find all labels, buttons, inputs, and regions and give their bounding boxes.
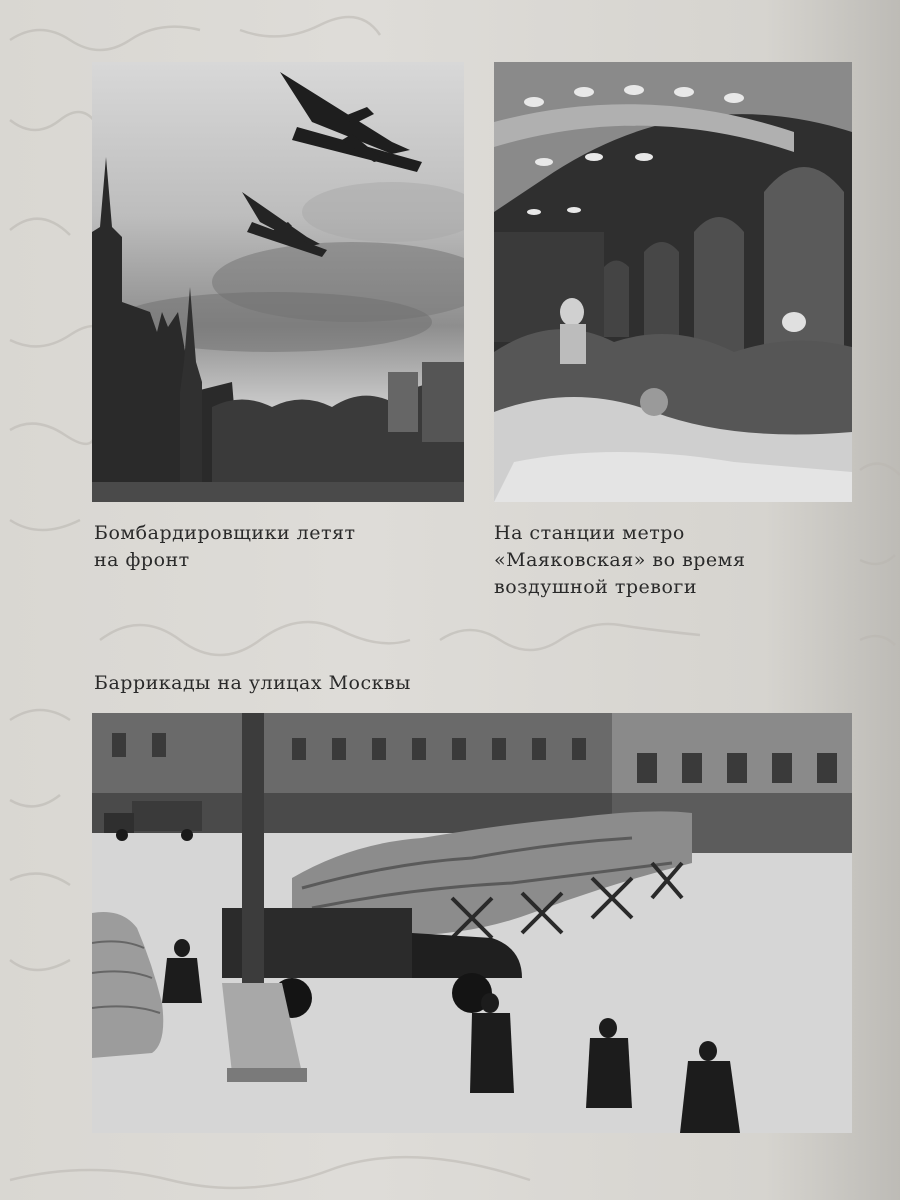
caption-line: «Маяковская» во время [494, 549, 746, 571]
caption-line: Бомбардировщики летят [94, 522, 356, 544]
caption-line: На станции метро [494, 522, 685, 544]
caption-line: воздушной тревоги [494, 576, 698, 598]
barricades-photo [92, 713, 852, 1133]
caption-line: Баррикады на улицах Москвы [94, 672, 411, 694]
bombers-caption [94, 520, 356, 574]
bombers-photo [92, 62, 464, 502]
caption-line: на фронт [94, 549, 190, 571]
metro-caption [494, 520, 745, 601]
metro-photo [494, 62, 852, 502]
barricades-caption [94, 670, 411, 697]
